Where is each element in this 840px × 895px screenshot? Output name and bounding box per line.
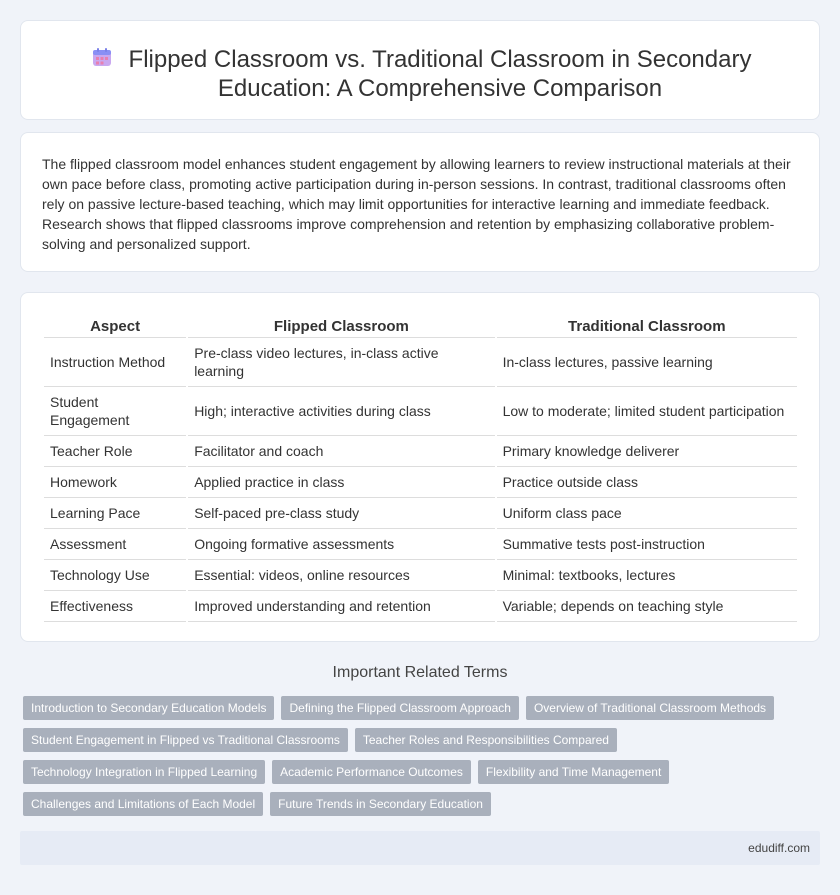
traditional-cell: In-class lectures, passive learning <box>497 338 797 387</box>
traditional-cell: Practice outside class <box>497 467 797 498</box>
traditional-cell: Low to moderate; limited student participation <box>497 387 797 436</box>
table-row <box>44 387 797 436</box>
related-term-link[interactable]: Flexibility and Time Management <box>478 760 669 784</box>
flipped-cell: Improved understanding and retention <box>188 591 494 622</box>
related-terms-list <box>23 696 803 824</box>
aspect-cell: Student Engagement <box>44 387 186 436</box>
comparison-table <box>42 316 799 622</box>
related-term-link[interactable]: Teacher Roles and Responsibilities Compared <box>355 728 617 752</box>
tag-row <box>23 696 803 720</box>
aspect-cell: Teacher Role <box>44 436 186 467</box>
table-header-row <box>44 316 797 338</box>
related-term-link[interactable]: Overview of Traditional Classroom Methods <box>526 696 774 720</box>
related-term-link[interactable]: Introduction to Secondary Education Models <box>23 696 274 720</box>
comparison-table-card <box>20 292 820 642</box>
title-card <box>20 20 820 120</box>
table-row <box>44 560 797 591</box>
table-row <box>44 591 797 622</box>
header-aspect: Aspect <box>44 316 186 338</box>
aspect-cell: Effectiveness <box>44 591 186 622</box>
table-row <box>44 498 797 529</box>
related-term-link[interactable]: Student Engagement in Flipped vs Traditional Classrooms <box>23 728 348 752</box>
header-flipped: Flipped Classroom <box>188 316 494 338</box>
traditional-cell: Primary knowledge deliverer <box>497 436 797 467</box>
footer-site-link[interactable]: edudiff.com <box>748 841 810 855</box>
tag-row <box>23 760 803 784</box>
header-traditional: Traditional Classroom <box>497 316 797 338</box>
aspect-cell: Homework <box>44 467 186 498</box>
aspect-cell: Learning Pace <box>44 498 186 529</box>
aspect-cell: Instruction Method <box>44 338 186 387</box>
flipped-cell: Applied practice in class <box>188 467 494 498</box>
related-term-link[interactable]: Academic Performance Outcomes <box>272 760 471 784</box>
related-term-link[interactable]: Challenges and Limitations of Each Model <box>23 792 263 816</box>
traditional-cell: Variable; depends on teaching style <box>497 591 797 622</box>
table-row <box>44 338 797 387</box>
aspect-cell: Assessment <box>44 529 186 560</box>
related-term-link[interactable]: Technology Integration in Flipped Learning <box>23 760 265 784</box>
related-terms-heading: Important Related Terms <box>332 664 508 681</box>
page-title: Flipped Classroom vs. Traditional Classroom in Secondary Education: A Comprehensive Comparison <box>128 46 752 102</box>
intro-paragraph: The flipped classroom model enhances student engagement by allowing learners to review instructional materials at their own pace before class, promoting active participation during in-person sessions. In contrast, traditional classrooms often rely on passive lecture-based teaching, which may limit opportunities for interactive learning and immediate feedback. Research shows that flipped classrooms improve comprehension and retention by emphasizing collaborative problem-solving and personalized support. <box>42 156 791 252</box>
flipped-cell: High; interactive activities during class <box>188 387 494 436</box>
tag-row <box>23 728 803 752</box>
flipped-cell: Pre-class video lectures, in-class active learning <box>188 338 494 387</box>
intro-card <box>20 132 820 272</box>
flipped-cell: Essential: videos, online resources <box>188 560 494 591</box>
aspect-cell: Technology Use <box>44 560 186 591</box>
related-term-link[interactable]: Future Trends in Secondary Education <box>270 792 491 816</box>
traditional-cell: Uniform class pace <box>497 498 797 529</box>
footer <box>20 831 820 865</box>
table-row <box>44 436 797 467</box>
related-term-link[interactable]: Defining the Flipped Classroom Approach <box>281 696 518 720</box>
traditional-cell: Summative tests post-instruction <box>497 529 797 560</box>
flipped-cell: Facilitator and coach <box>188 436 494 467</box>
flipped-cell: Ongoing formative assessments <box>188 529 494 560</box>
traditional-cell: Minimal: textbooks, lectures <box>497 560 797 591</box>
table-row <box>44 529 797 560</box>
table-row <box>44 467 797 498</box>
tag-row <box>23 792 803 816</box>
flipped-cell: Self-paced pre-class study <box>188 498 494 529</box>
